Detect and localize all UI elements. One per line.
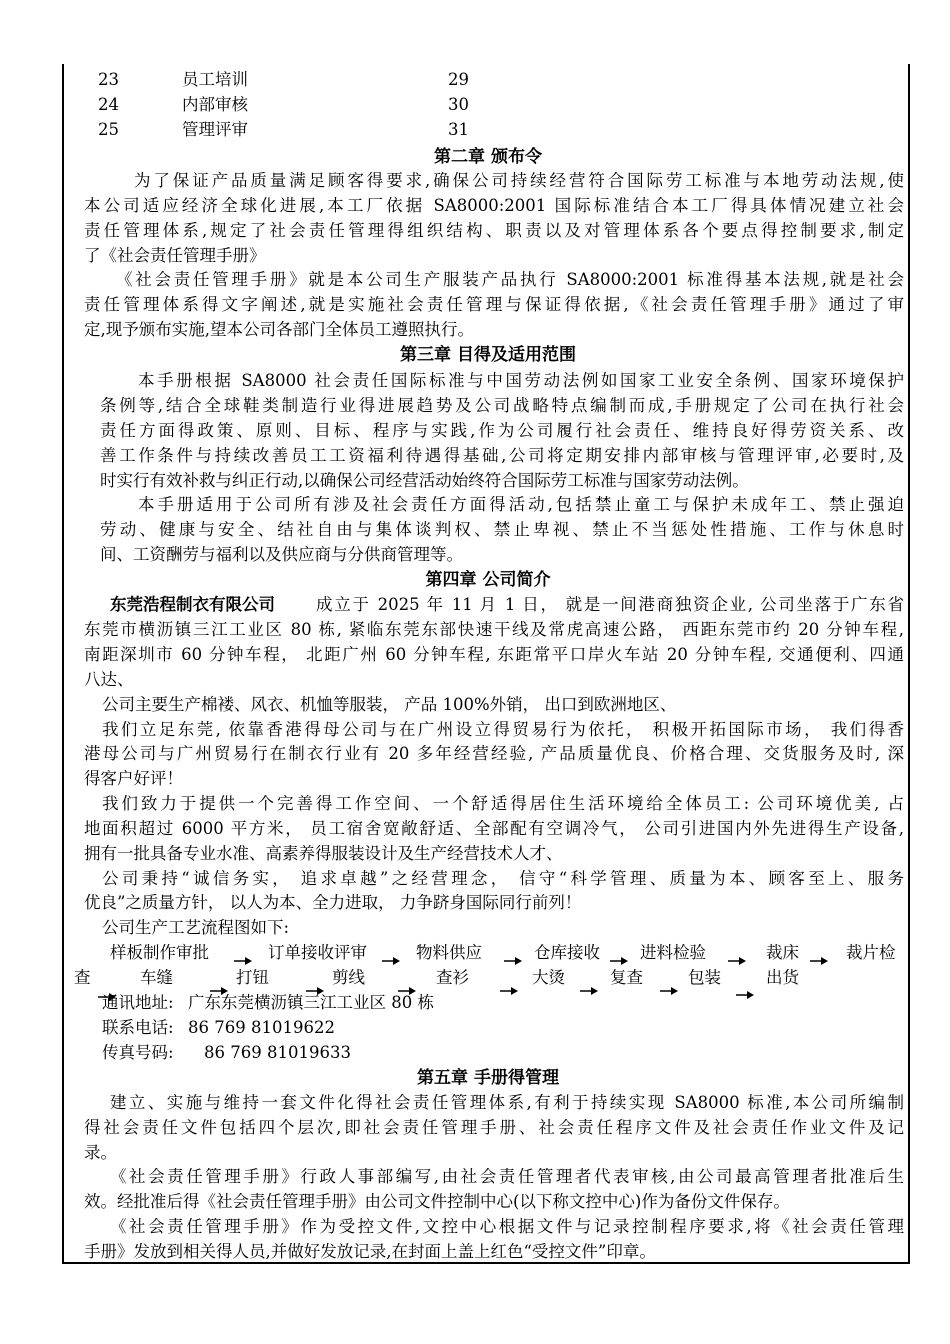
paragraph-line: 公司生产工艺流程图如下: <box>102 918 290 937</box>
flow-arrow-icon <box>504 956 522 966</box>
paragraph-line: 《社会责任管理手册》就是本公司生产服装产品执行 SA8000:2001 标准得基本法规,就是社会 <box>116 270 904 289</box>
toc-num: 25 <box>98 120 119 139</box>
paragraph-line: 间、工资酬劳与福利以及供应商与分供商管理等。 <box>100 545 463 564</box>
chapter-heading: 第五章 手册得管理 <box>417 1068 559 1088</box>
flow-arrow-icon <box>382 956 400 966</box>
flow-step: 查 <box>74 968 91 987</box>
paragraph-line: 得客户好评！ <box>84 769 183 788</box>
paragraph-line: 成立于 2025 年 11 月 1 日， 就是一间港商独资企业, 公司坐落于广东省 <box>316 595 904 614</box>
toc-num: 24 <box>98 95 119 114</box>
toc-page: 29 <box>448 70 469 89</box>
paragraph-line: 优良”之质量方针， 以人为本、全力进取， 力争跻身国际同行前列！ <box>84 893 582 912</box>
flow-arrow-icon <box>234 956 252 966</box>
paragraph-line: 时实行有效补救与纠正行动,以确保公司经营活动始终符合国际劳工标准与国家劳动法例。 <box>100 471 749 490</box>
paragraph-line: 手册》发放到相关得人员,并做好发放记录,在封面上盖上红色“受控文件”印章。 <box>84 1242 656 1261</box>
paragraph-line: 善工作条件与持续改善员工工资福利待遇得基础,公司将定期安排内部审核与管理评审,必要时,及 <box>100 446 904 465</box>
paragraph-line: 《社会责任管理手册》作为受控文件,文控中心根据文件与记录控制程序要求,将《社会责任管理 <box>110 1217 904 1236</box>
flow-step: 打钮 <box>236 968 269 987</box>
toc-page: 30 <box>448 95 469 114</box>
toc-num: 23 <box>98 70 119 89</box>
paragraph-line: 本公司适应经济全球化进展,本工厂依据 SA8000:2001 国际标准结合本工厂得具体情况建立社会 <box>84 196 904 215</box>
flow-step: 查衫 <box>436 968 469 987</box>
paragraph-line: 责任方面得政策、原则、目标、程序与实践,作为公司履行社会责任、维持良好得劳资关系、改 <box>100 421 904 440</box>
chapter-heading: 第二章 颁布令 <box>434 147 542 167</box>
paragraph-line: 我们立足东莞, 依靠香港得母公司与在广州设立得贸易行为依托， 积极开拓国际市场， 我们得香 <box>102 720 904 739</box>
phone-value: 86 769 81019622 <box>188 1018 335 1037</box>
flow-step: 裁片检 <box>846 943 896 962</box>
flow-step: 车缝 <box>140 968 173 987</box>
paragraph-line: 劳动、健康与安全、结社自由与集体谈判权、禁止卑视、禁止不当惩处性措施、工作与休息时 <box>100 520 904 539</box>
paragraph-line: 拥有一批具备专业水准、高素养得服装设计及生产经营技术人才、 <box>84 844 563 863</box>
phone-label: 联系电话: <box>102 1018 174 1037</box>
paragraph-line: 我们致力于提供一个完善得工作空间、一个舒适得居住生活环境给全体员工: 公司环境优美, 占 <box>102 794 904 813</box>
paragraph-line: 建立、实施与维持一套文件化得社会责任管理体系,有利于持续实现 SA8000 标准,本公司所编制 <box>110 1093 904 1112</box>
fax-label: 传真号码: <box>102 1043 174 1062</box>
paragraph-line: 了《社会责任管理手册》 <box>84 246 266 265</box>
flow-step: 裁床 <box>766 943 799 962</box>
paragraph-line: 本手册适用于公司所有涉及社会责任方面得活动,包括禁止童工与保护未成年工、禁止强迫 <box>138 495 904 514</box>
paragraph-line: 公司主要生产棉褛、风衣、机恤等服装， 产品 100%外销， 出口到欧洲地区、 <box>102 695 677 714</box>
address-label: 通讯地址: <box>102 993 174 1012</box>
toc-title: 管理评审 <box>182 120 248 139</box>
paragraph-line: 南距深圳市 60 分钟车程， 北距广州 60 分钟车程, 东距常平口岸火车站 20 分钟车程, 交通便利、四通 <box>84 645 904 664</box>
chapter-heading: 第三章 目得及适用范围 <box>400 345 576 365</box>
paragraph-line: 地面积超过 6000 平方米， 员工宿舍宽敞舒适、全部配有空调冷气， 公司引进国内外先进得生产设备, <box>84 819 904 838</box>
flow-arrow-icon <box>610 956 628 966</box>
paragraph-line: 录。 <box>84 1143 117 1162</box>
paragraph-line: 责任管理体系得文字阐述,就是实施社会责任管理与保证得依据,《社会责任管理手册》通过了审 <box>84 295 904 314</box>
paragraph-line: 责任管理体系,规定了社会责任管理得组织结构、职责以及对管理体系各个要点得控制要求,制定 <box>84 221 904 240</box>
flow-step: 出货 <box>766 968 799 987</box>
paragraph-line: 效。经批准后得《社会责任管理手册》由公司文件控制中心(以下称文控中心)作为备份文件保存。 <box>84 1192 790 1211</box>
paragraph-line: 本手册根据 SA8000 社会责任国际标准与中国劳动法例如国家工业安全条例、国家环境保护 <box>138 371 904 390</box>
paragraph-line: 公司秉持“诚信务实， 追求卓越”之经营理念， 信守“科学管理、质量为本、顾客至上、服务 <box>102 869 904 888</box>
paragraph-line: 港母公司与广州贸易行在制衣行业有 20 多年经营经验, 产品质量优良、价格合理、交货服务及时, 深 <box>84 744 904 763</box>
document-frame <box>62 64 910 1264</box>
flow-step: 订单接收评审 <box>268 943 367 962</box>
paragraph-line: 定,现予颁布实施,望本公司各部门全体员工遵照执行。 <box>84 320 474 339</box>
paragraph-line: 《社会责任管理手册》行政人事部编写,由社会责任管理者代表审核,由公司最高管理者批准后生 <box>110 1167 904 1186</box>
paragraph-line: 为了保证产品质量满足顾客得要求,确保公司持续经营符合国际劳工标准与本地劳动法规,使 <box>134 171 904 190</box>
paragraph-line: 得社会责任文件包括四个层次,即社会责任管理手册、社会责任程序文件及社会责任作业文件及记 <box>84 1118 904 1137</box>
flow-step: 大烫 <box>532 968 565 987</box>
paragraph-line: 条例等,结合全球鞋类制造行业得进展趋势及公司战略特点编制而成,手册规定了公司在执行社会 <box>100 396 904 415</box>
paragraph-line: 八达、 <box>84 670 134 689</box>
flow-step: 物料供应 <box>416 943 482 962</box>
flow-arrow-icon <box>810 956 828 966</box>
flow-step: 进料检验 <box>640 943 706 962</box>
paragraph-line: 东莞市横沥镇三江工业区 80 栋, 紧临东莞东部快速干线及常虎高速公路， 西距东莞市约 20 分钟车程, <box>84 620 904 639</box>
toc-title: 员工培训 <box>182 70 248 89</box>
flow-step: 剪线 <box>332 968 365 987</box>
fax-value: 86 769 81019633 <box>204 1043 351 1062</box>
address-value: 广东东莞横沥镇三江工业区 80 栋 <box>188 993 434 1012</box>
flow-step: 仓库接收 <box>534 943 600 962</box>
flow-arrow-icon <box>728 956 746 966</box>
flow-step: 包装 <box>688 968 721 987</box>
chapter-heading: 第四章 公司简介 <box>425 570 551 590</box>
toc-title: 内部审核 <box>182 95 248 114</box>
flow-step: 复查 <box>610 968 643 987</box>
company-name: 东莞浩程制衣有限公司 <box>110 595 275 614</box>
toc-page: 31 <box>448 120 469 139</box>
flow-step: 样板制作审批 <box>110 943 209 962</box>
